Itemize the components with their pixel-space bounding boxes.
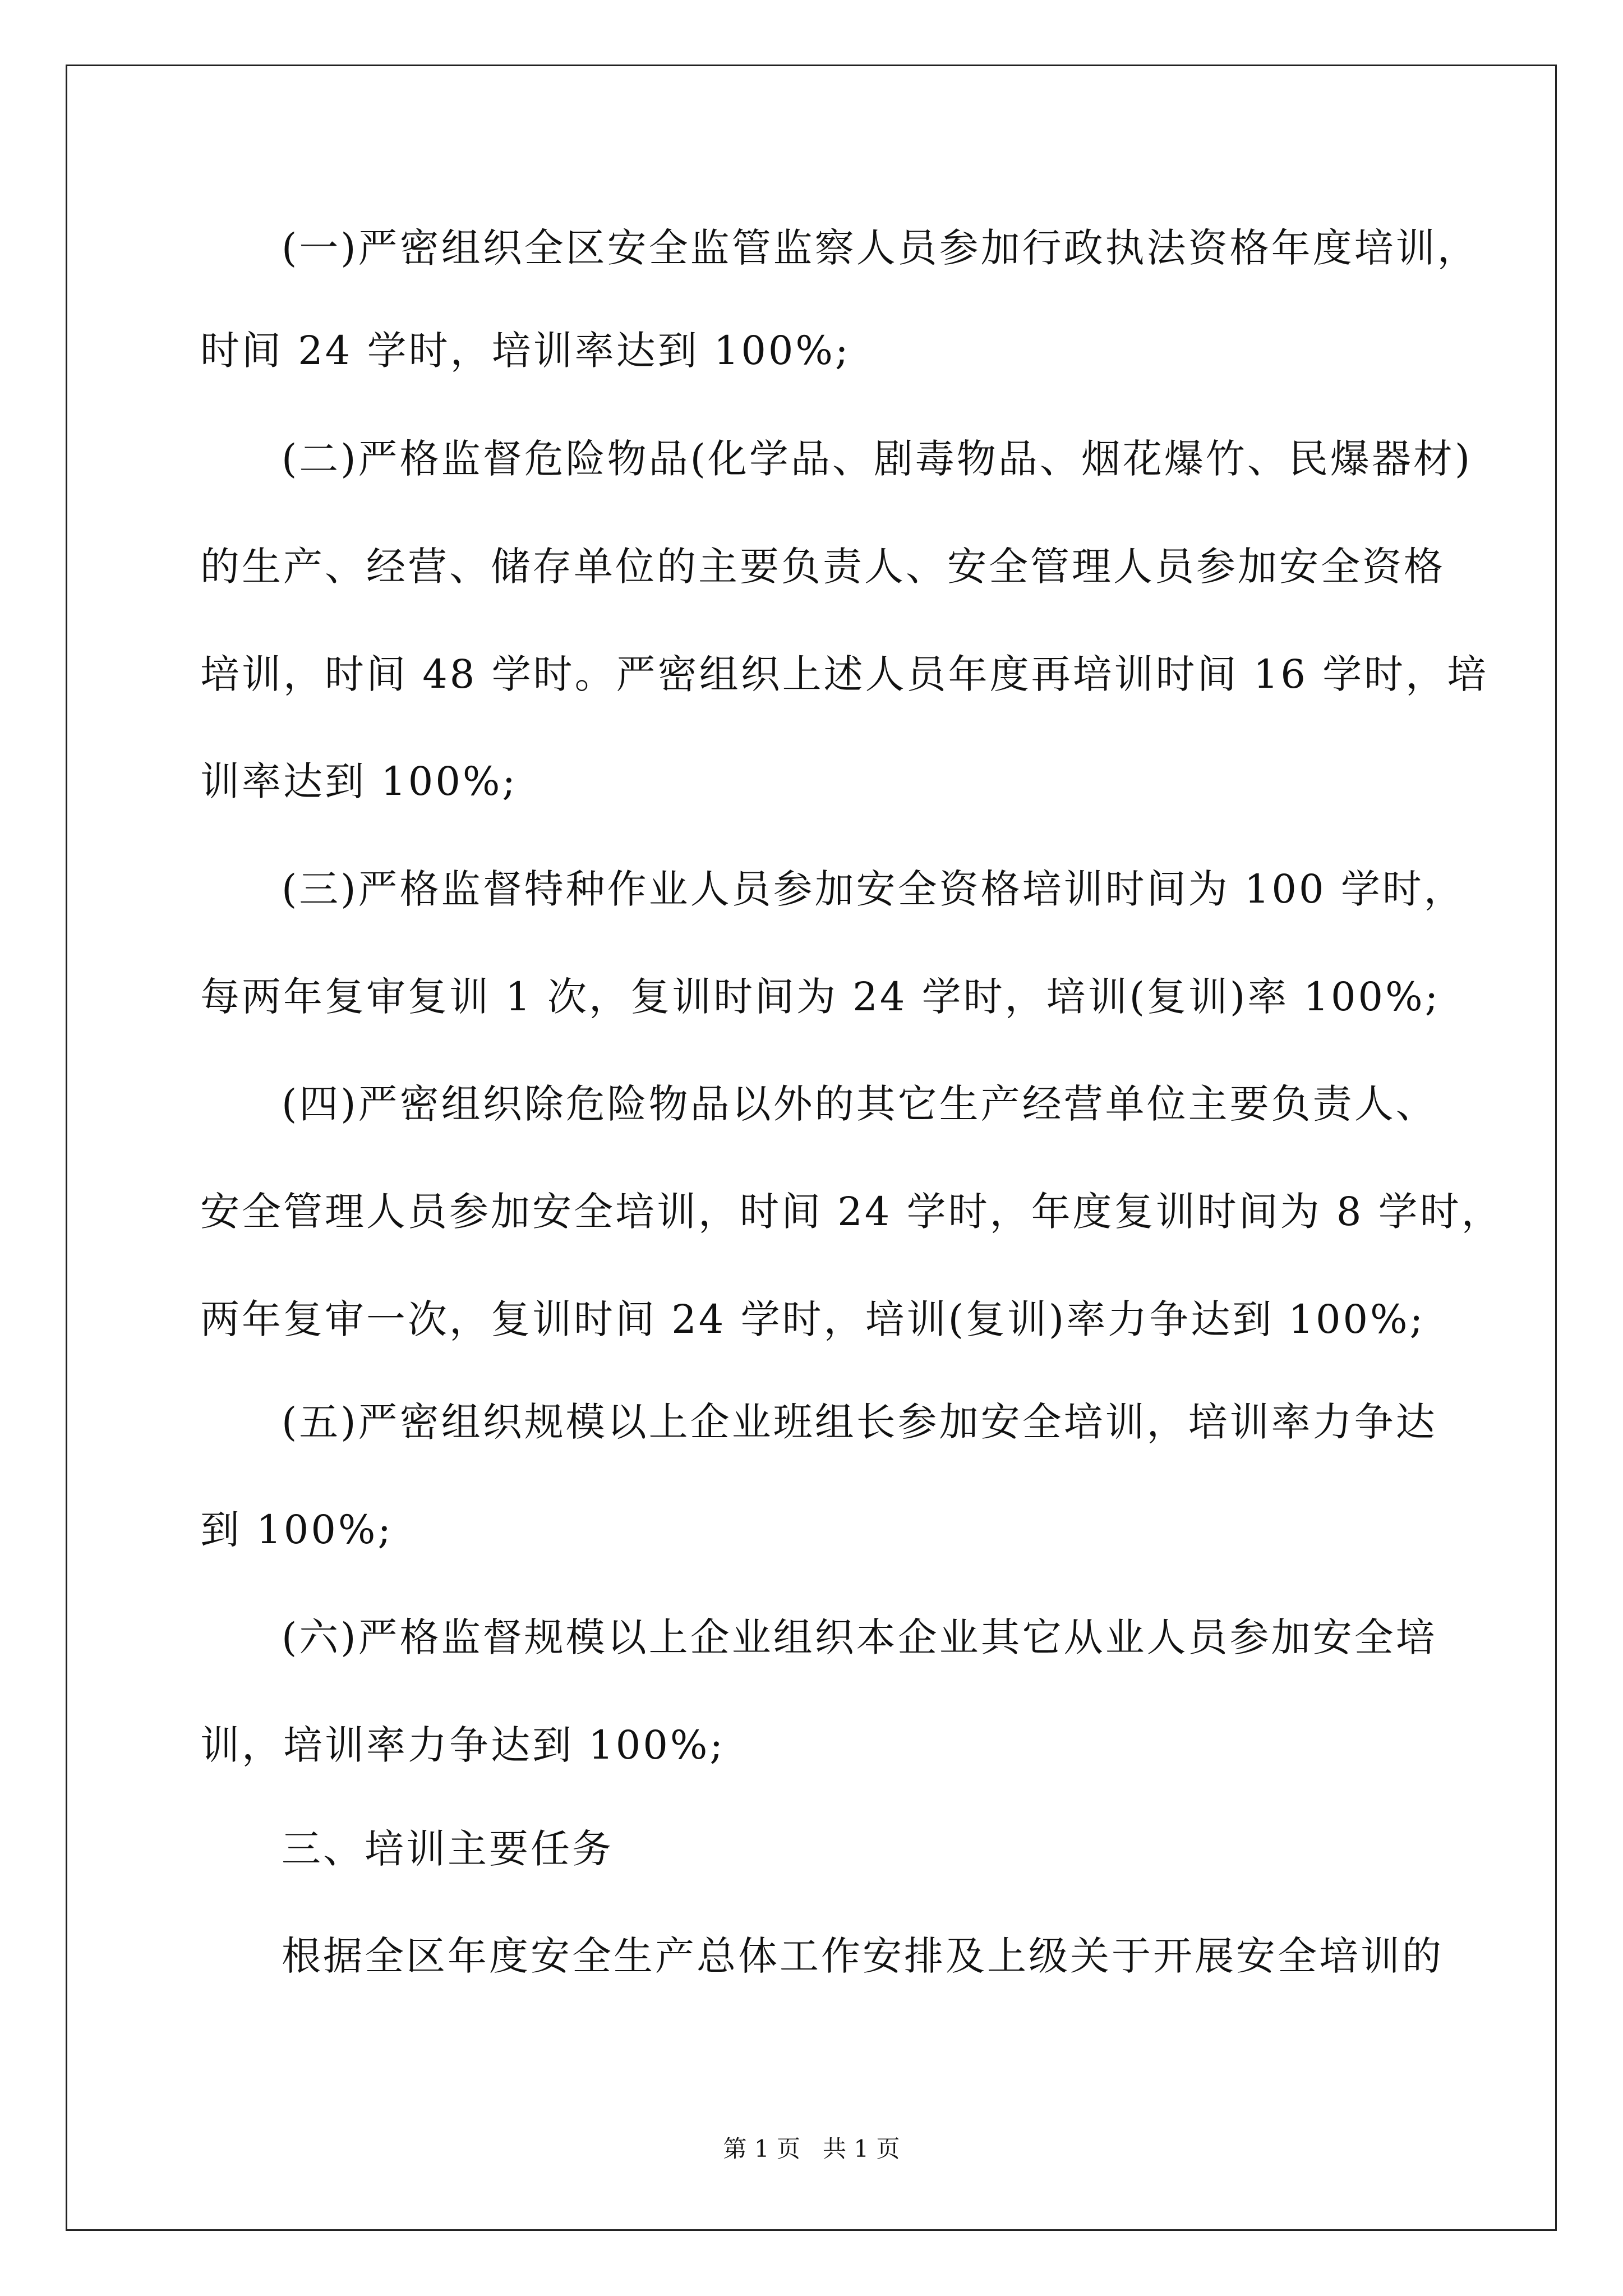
paragraph-6-line-2: 训，培训率力争达到 100%; [200, 1722, 725, 1768]
paragraph-4-line-3: 两年复审一次，复训时间 24 学时，培训(复训)率力争达到 100%; [200, 1296, 1426, 1342]
paragraph-8-line-1: 根据全区年度安全生产总体工作安排及上级关于开展安全培训的 [282, 1933, 1444, 1979]
paragraph-4-line-2: 安全管理人员参加安全培训，时间 24 学时，年度复训时间为 8 学时， [200, 1189, 1503, 1235]
paragraph-2-line-3: 培训，时间 48 学时。严密组织上述人员年度再培训时间 16 学时，培 [200, 651, 1489, 697]
page-number-footer: 第 1 页 共 1 页 [723, 2135, 900, 2162]
paragraph-6-line-1: (六)严格监督规模以上企业组织本企业其它从业人员参加安全培 [282, 1614, 1437, 1660]
paragraph-5-line-1: (五)严密组织规模以上企业班组长参加安全培训，培训率力争达 [282, 1399, 1437, 1445]
paragraph-3-line-1: (三)严格监督特种作业人员参加安全资格培训时间为 100 学时， [282, 866, 1465, 912]
paragraph-5-line-2: 到 100%; [200, 1507, 393, 1553]
paragraph-1-line-2: 时间 24 学时，培训率达到 100%; [200, 328, 851, 374]
section-heading: 三、培训主要任务 [282, 1826, 614, 1872]
paragraph-1-line-1: (一)严密组织全区安全监管监察人员参加行政执法资格年度培训， [282, 225, 1479, 271]
paragraph-2-line-1: (二)严格监督危险物品(化学品、剧毒物品、烟花爆竹、民爆器材) [282, 436, 1473, 482]
paragraph-2-line-4: 训率达到 100%; [200, 758, 518, 804]
paragraph-2-line-2: 的生产、经营、储存单位的主要负责人、安全管理人员参加安全资格 [200, 544, 1445, 590]
page-frame [66, 65, 1557, 2231]
paragraph-3-line-2: 每两年复审复训 1 次，复训时间为 24 学时，培训(复训)率 100%; [200, 974, 1441, 1020]
paragraph-4-line-1: (四)严密组织除危险物品以外的其它生产经营单位主要负责人、 [282, 1081, 1437, 1127]
